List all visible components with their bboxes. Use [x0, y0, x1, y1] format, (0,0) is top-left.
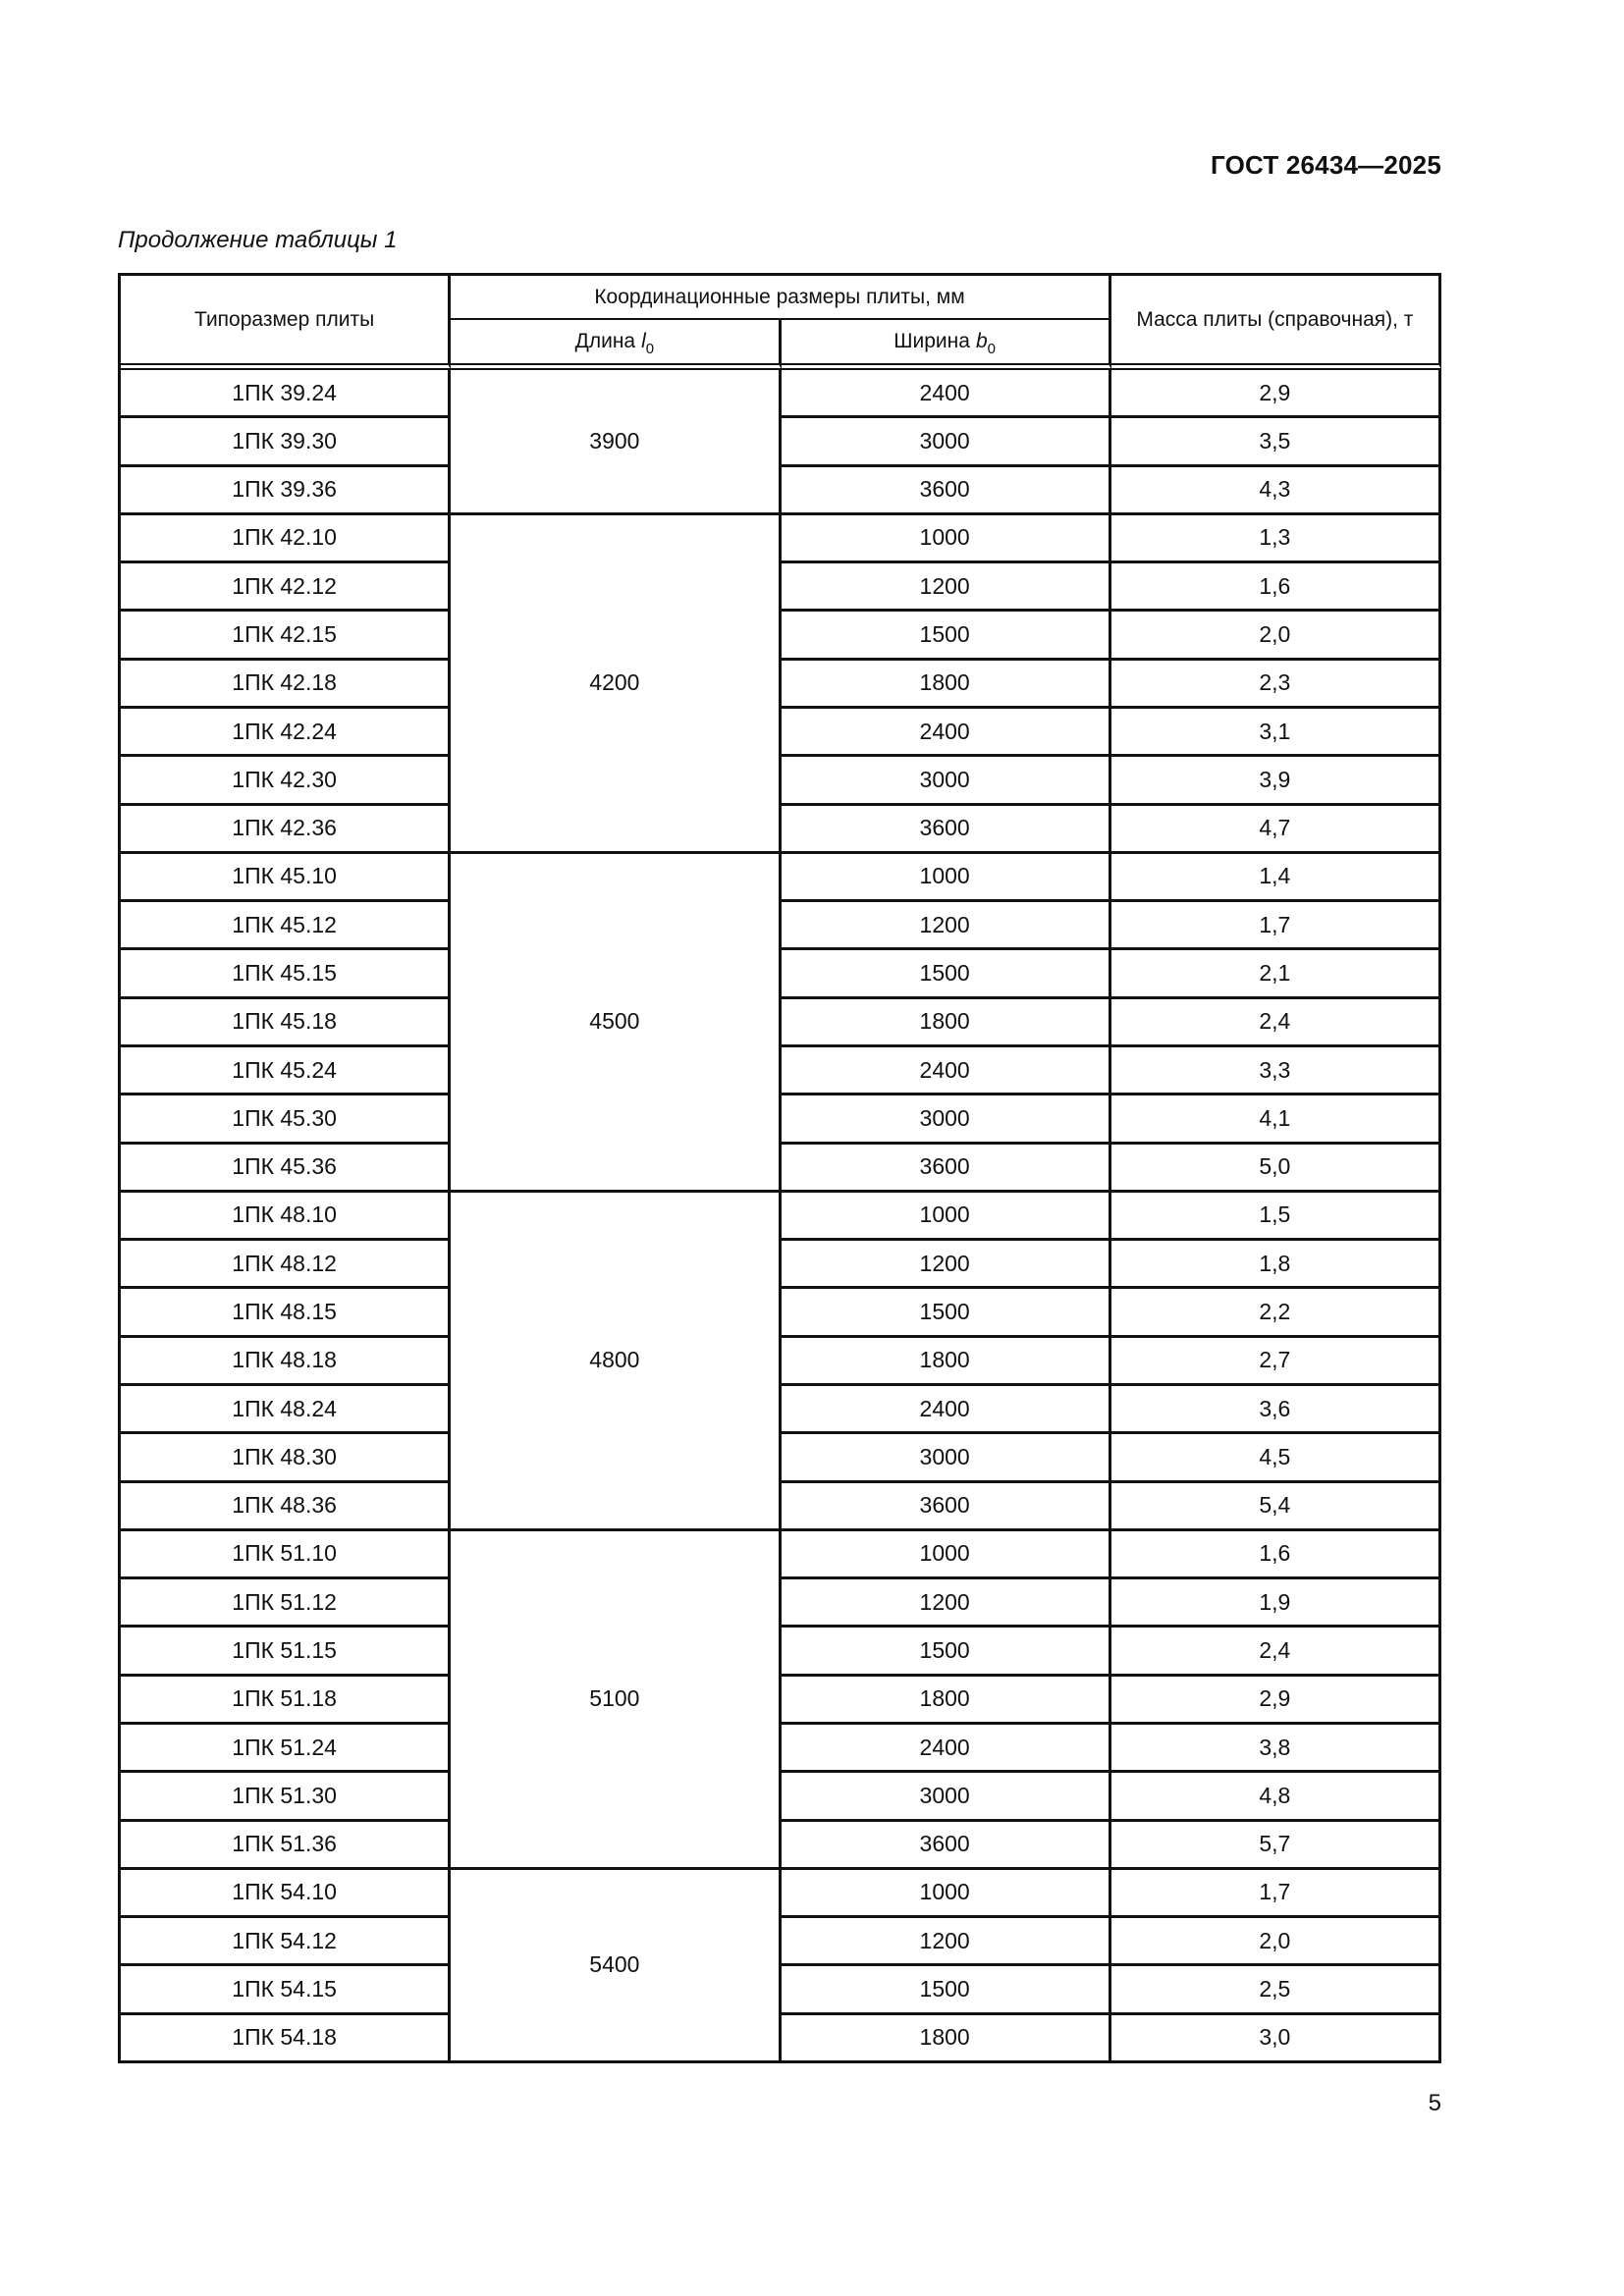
cell-width: 3600	[782, 806, 1111, 854]
cell-type: 1ПК 48.36	[121, 1483, 451, 1531]
header-length	[451, 320, 781, 370]
cell-length: 4200	[451, 515, 781, 854]
cell-type: 1ПК 45.12	[121, 902, 451, 950]
cell-mass: 2,2	[1111, 1289, 1441, 1337]
cell-mass: 2,0	[1111, 612, 1441, 660]
cell-width: 1000	[782, 854, 1111, 902]
cell-mass: 3,0	[1111, 2015, 1441, 2063]
cell-mass: 4,7	[1111, 806, 1441, 854]
cell-length: 5100	[451, 1531, 781, 1870]
cell-width: 1800	[782, 2015, 1111, 2063]
cell-type: 1ПК 42.12	[121, 563, 451, 612]
cell-type: 1ПК 45.18	[121, 999, 451, 1047]
cell-mass: 2,4	[1111, 1628, 1441, 1676]
cell-mass: 1,9	[1111, 1579, 1441, 1628]
cell-width: 3000	[782, 1095, 1111, 1144]
cell-mass: 2,7	[1111, 1338, 1441, 1386]
cell-width: 1800	[782, 1677, 1111, 1725]
cell-mass: 2,4	[1111, 999, 1441, 1047]
cell-type: 1ПК 51.36	[121, 1822, 451, 1870]
cell-type: 1ПК 42.15	[121, 612, 451, 660]
header-mass: Масса плиты (справочная), т	[1111, 276, 1441, 370]
cell-mass: 3,5	[1111, 418, 1441, 466]
cell-mass: 2,5	[1111, 1966, 1441, 2014]
cell-type: 1ПК 51.15	[121, 1628, 451, 1676]
cell-width: 3600	[782, 467, 1111, 515]
cell-mass: 1,3	[1111, 515, 1441, 563]
cell-width: 2400	[782, 709, 1111, 757]
cell-type: 1ПК 42.30	[121, 757, 451, 805]
cell-type: 1ПК 51.18	[121, 1677, 451, 1725]
cell-length: 4800	[451, 1193, 781, 1531]
cell-type: 1ПК 51.30	[121, 1773, 451, 1821]
cell-width: 3000	[782, 757, 1111, 805]
cell-type: 1ПК 45.24	[121, 1047, 451, 1095]
cell-type: 1ПК 51.24	[121, 1725, 451, 1773]
width-symbol: b	[975, 330, 988, 352]
cell-mass: 5,0	[1111, 1145, 1441, 1193]
cell-length: 5400	[451, 1870, 781, 2063]
cell-type: 1ПК 42.36	[121, 806, 451, 854]
cell-type: 1ПК 48.24	[121, 1386, 451, 1434]
cell-mass: 5,7	[1111, 1822, 1441, 1870]
cell-type: 1ПК 51.12	[121, 1579, 451, 1628]
cell-type: 1ПК 48.10	[121, 1193, 451, 1241]
cell-mass: 3,9	[1111, 757, 1441, 805]
cell-width: 1800	[782, 661, 1111, 709]
cell-mass: 5,4	[1111, 1483, 1441, 1531]
document-code: ГОСТ 26434—2025	[1211, 150, 1441, 180]
length-symbol: l	[641, 330, 646, 352]
cell-mass: 3,3	[1111, 1047, 1441, 1095]
cell-mass: 4,5	[1111, 1434, 1441, 1482]
cell-length: 3900	[451, 370, 781, 515]
cell-width: 2400	[782, 1725, 1111, 1773]
cell-mass: 4,8	[1111, 1773, 1441, 1821]
cell-type: 1ПК 48.30	[121, 1434, 451, 1482]
cell-width: 1500	[782, 1628, 1111, 1676]
cell-mass: 1,4	[1111, 854, 1441, 902]
cell-type: 1ПК 54.10	[121, 1870, 451, 1918]
cell-mass: 2,9	[1111, 1677, 1441, 1725]
table-caption: Продолжение таблицы 1	[118, 227, 398, 253]
cell-mass: 1,7	[1111, 902, 1441, 950]
cell-width: 3600	[782, 1145, 1111, 1193]
cell-width: 1500	[782, 612, 1111, 660]
cell-mass: 2,9	[1111, 370, 1441, 418]
cell-width: 3600	[782, 1822, 1111, 1870]
cell-width: 1000	[782, 515, 1111, 563]
width-label: Ширина	[893, 330, 970, 352]
cell-width: 3000	[782, 418, 1111, 466]
page-number: 5	[1428, 2090, 1441, 2116]
cell-width: 1200	[782, 1579, 1111, 1628]
cell-width: 1000	[782, 1870, 1111, 1918]
length-subscript: 0	[645, 340, 655, 357]
cell-mass: 4,3	[1111, 467, 1441, 515]
cell-length: 4500	[451, 854, 781, 1193]
cell-width: 1000	[782, 1193, 1111, 1241]
cell-type: 1ПК 42.18	[121, 661, 451, 709]
plate-table	[118, 273, 1441, 2063]
cell-width: 3000	[782, 1773, 1111, 1821]
cell-mass: 1,5	[1111, 1193, 1441, 1241]
cell-mass: 2,1	[1111, 950, 1441, 998]
cell-mass: 3,8	[1111, 1725, 1441, 1773]
cell-type: 1ПК 48.18	[121, 1338, 451, 1386]
cell-mass: 1,7	[1111, 1870, 1441, 1918]
header-width	[782, 320, 1111, 370]
cell-type: 1ПК 48.15	[121, 1289, 451, 1337]
cell-width: 1500	[782, 1966, 1111, 2014]
cell-mass: 1,6	[1111, 1531, 1441, 1579]
cell-type: 1ПК 48.12	[121, 1241, 451, 1289]
width-subscript: 0	[987, 340, 996, 357]
cell-mass: 1,6	[1111, 563, 1441, 612]
cell-type: 1ПК 39.30	[121, 418, 451, 466]
cell-width: 1500	[782, 950, 1111, 998]
cell-mass: 1,8	[1111, 1241, 1441, 1289]
cell-type: 1ПК 45.36	[121, 1145, 451, 1193]
cell-width: 1800	[782, 999, 1111, 1047]
cell-type: 1ПК 51.10	[121, 1531, 451, 1579]
cell-mass: 4,1	[1111, 1095, 1441, 1144]
cell-width: 1200	[782, 1241, 1111, 1289]
cell-width: 3000	[782, 1434, 1111, 1482]
cell-width: 2400	[782, 370, 1111, 418]
cell-width: 1000	[782, 1531, 1111, 1579]
length-label: Длина	[574, 330, 636, 352]
cell-type: 1ПК 45.10	[121, 854, 451, 902]
cell-mass: 2,0	[1111, 1918, 1441, 1966]
cell-width: 1200	[782, 902, 1111, 950]
cell-type: 1ПК 45.15	[121, 950, 451, 998]
cell-type: 1ПК 42.24	[121, 709, 451, 757]
cell-width: 1200	[782, 1918, 1111, 1966]
cell-mass: 3,6	[1111, 1386, 1441, 1434]
cell-type: 1ПК 54.15	[121, 1966, 451, 2014]
cell-width: 1200	[782, 563, 1111, 612]
cell-type: 1ПК 54.12	[121, 1918, 451, 1966]
cell-type: 1ПК 54.18	[121, 2015, 451, 2063]
cell-mass: 2,3	[1111, 661, 1441, 709]
cell-type: 1ПК 42.10	[121, 515, 451, 563]
header-coordination-sizes: Координационные размеры плиты, мм	[451, 276, 1111, 320]
header-type: Типоразмер плиты	[121, 276, 451, 370]
cell-width: 1500	[782, 1289, 1111, 1337]
cell-type: 1ПК 39.36	[121, 467, 451, 515]
cell-width: 2400	[782, 1386, 1111, 1434]
cell-type: 1ПК 39.24	[121, 370, 451, 418]
cell-width: 1800	[782, 1338, 1111, 1386]
cell-width: 2400	[782, 1047, 1111, 1095]
cell-width: 3600	[782, 1483, 1111, 1531]
cell-type: 1ПК 45.30	[121, 1095, 451, 1144]
cell-mass: 3,1	[1111, 709, 1441, 757]
